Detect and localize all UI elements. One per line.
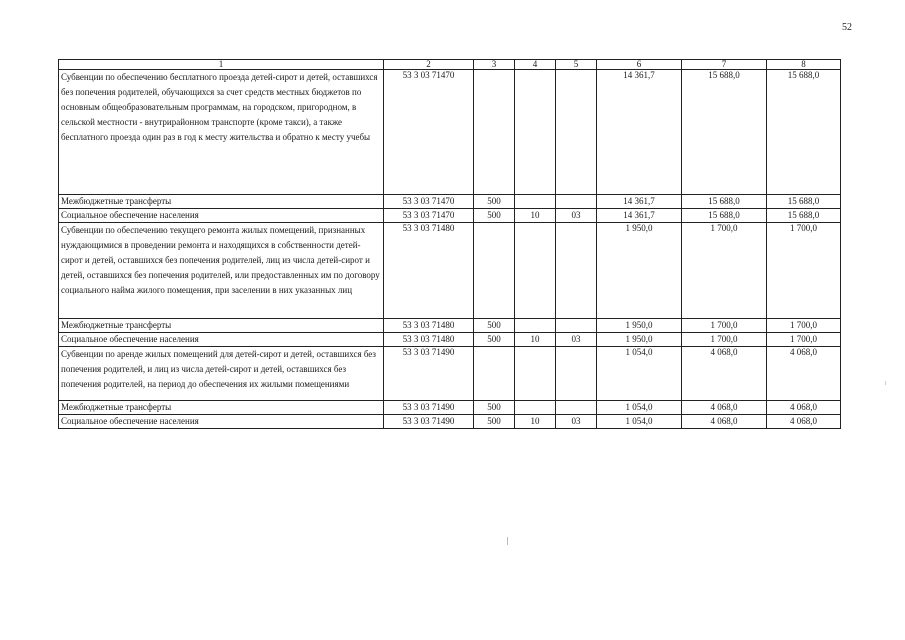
row-col4 <box>515 70 556 195</box>
table-row-section <box>59 223 841 319</box>
row-description: Социальное обеспечение населения <box>59 415 384 429</box>
table-row-section <box>59 347 841 401</box>
row-col5 <box>556 223 597 319</box>
row-value-6: 14 361,7 <box>597 209 682 223</box>
row-value-8: 4 068,0 <box>767 415 841 429</box>
row-code: 53 3 03 71490 <box>384 415 474 429</box>
row-col4: 10 <box>515 415 556 429</box>
row-col4: 10 <box>515 333 556 347</box>
column-header: 3 <box>474 60 515 70</box>
row-value-6: 14 361,7 <box>597 70 682 195</box>
row-value-8: 1 700,0 <box>767 319 841 333</box>
row-description: Субвенции по аренде жилых помещений для детей-сирот и детей, оставшихся без попечения родителей, и лиц из числа детей-сирот и детей, оставшихся без попечения родителей, на период до обеспечения их жилыми помещениями <box>59 347 384 401</box>
budget-table <box>58 59 841 429</box>
page-number: 52 <box>842 22 852 33</box>
row-col3: 500 <box>474 319 515 333</box>
row-code: 53 3 03 71470 <box>384 209 474 223</box>
table-row <box>59 319 841 333</box>
row-col3: 500 <box>474 401 515 415</box>
row-value-8: 15 688,0 <box>767 70 841 195</box>
column-header: 8 <box>767 60 841 70</box>
row-description: Социальное обеспечение населения <box>59 209 384 223</box>
row-col5 <box>556 195 597 209</box>
row-description: Субвенции по обеспечению текущего ремонта жилых помещений, признанных нуждающимися в проведении ремонта и находящихся в собственности детей-сирот и детей, оставшихся без попечения родителей, лиц из числа детей-сирот и детей, оставшихся без попечения родителей, или предоставленных им по договору социального найма жилого помещения, при заселении в них указанных лиц <box>59 223 384 319</box>
row-value-7: 4 068,0 <box>682 347 767 401</box>
row-value-8: 15 688,0 <box>767 195 841 209</box>
table-row <box>59 209 841 223</box>
row-col3: 500 <box>474 195 515 209</box>
row-value-7: 1 700,0 <box>682 223 767 319</box>
row-code: 53 3 03 71470 <box>384 70 474 195</box>
table-row <box>59 195 841 209</box>
row-value-7: 4 068,0 <box>682 415 767 429</box>
row-value-7: 15 688,0 <box>682 209 767 223</box>
row-value-6: 1 054,0 <box>597 347 682 401</box>
row-col3 <box>474 347 515 401</box>
column-header: 4 <box>515 60 556 70</box>
column-header: 6 <box>597 60 682 70</box>
row-description: Субвенции по обеспечению бесплатного проезда детей-сирот и детей, оставшихся без попечения родителей, обучающихся за счет средств местных бюджетов по основным общеобразовательным программам, на городском, пригородном, в сельской местности - внутрирайонном транспорте (кроме такси), а также бесплатного проезда один раз в год к месту жительства и обратно к месту учебы <box>59 70 384 195</box>
row-value-8: 1 700,0 <box>767 223 841 319</box>
row-description: Межбюджетные трансферты <box>59 401 384 415</box>
row-col5 <box>556 401 597 415</box>
row-col4 <box>515 401 556 415</box>
column-header: 1 <box>59 60 384 70</box>
row-value-7: 1 700,0 <box>682 319 767 333</box>
table-row <box>59 333 841 347</box>
row-value-7: 4 068,0 <box>682 401 767 415</box>
row-col4 <box>515 223 556 319</box>
table-header-row <box>59 60 841 70</box>
scan-mark <box>885 381 886 385</box>
row-value-8: 15 688,0 <box>767 209 841 223</box>
row-value-6: 1 950,0 <box>597 223 682 319</box>
row-col3: 500 <box>474 415 515 429</box>
row-col3 <box>474 223 515 319</box>
row-value-6: 14 361,7 <box>597 195 682 209</box>
row-col4 <box>515 319 556 333</box>
row-code: 53 3 03 71480 <box>384 223 474 319</box>
row-value-8: 1 700,0 <box>767 333 841 347</box>
row-col4 <box>515 347 556 401</box>
row-value-7: 15 688,0 <box>682 195 767 209</box>
scan-mark <box>507 537 508 545</box>
row-value-7: 1 700,0 <box>682 333 767 347</box>
row-col3: 500 <box>474 333 515 347</box>
column-header: 5 <box>556 60 597 70</box>
row-code: 53 3 03 71470 <box>384 195 474 209</box>
row-value-6: 1 950,0 <box>597 333 682 347</box>
row-code: 53 3 03 71480 <box>384 319 474 333</box>
row-col5 <box>556 70 597 195</box>
row-description: Межбюджетные трансферты <box>59 319 384 333</box>
row-value-8: 4 068,0 <box>767 347 841 401</box>
row-value-6: 1 054,0 <box>597 415 682 429</box>
row-col5 <box>556 319 597 333</box>
row-col4 <box>515 195 556 209</box>
row-value-6: 1 950,0 <box>597 319 682 333</box>
row-col5 <box>556 347 597 401</box>
row-description: Социальное обеспечение населения <box>59 333 384 347</box>
row-col3 <box>474 70 515 195</box>
column-header: 7 <box>682 60 767 70</box>
row-col3: 500 <box>474 209 515 223</box>
row-value-7: 15 688,0 <box>682 70 767 195</box>
row-value-6: 1 054,0 <box>597 401 682 415</box>
row-value-8: 4 068,0 <box>767 401 841 415</box>
row-col5: 03 <box>556 415 597 429</box>
table-row <box>59 401 841 415</box>
row-col5: 03 <box>556 333 597 347</box>
row-code: 53 3 03 71480 <box>384 333 474 347</box>
row-code: 53 3 03 71490 <box>384 347 474 401</box>
column-header: 2 <box>384 60 474 70</box>
row-description: Межбюджетные трансферты <box>59 195 384 209</box>
table-row-section <box>59 70 841 195</box>
row-code: 53 3 03 71490 <box>384 401 474 415</box>
row-col4: 10 <box>515 209 556 223</box>
row-col5: 03 <box>556 209 597 223</box>
table-row <box>59 415 841 429</box>
